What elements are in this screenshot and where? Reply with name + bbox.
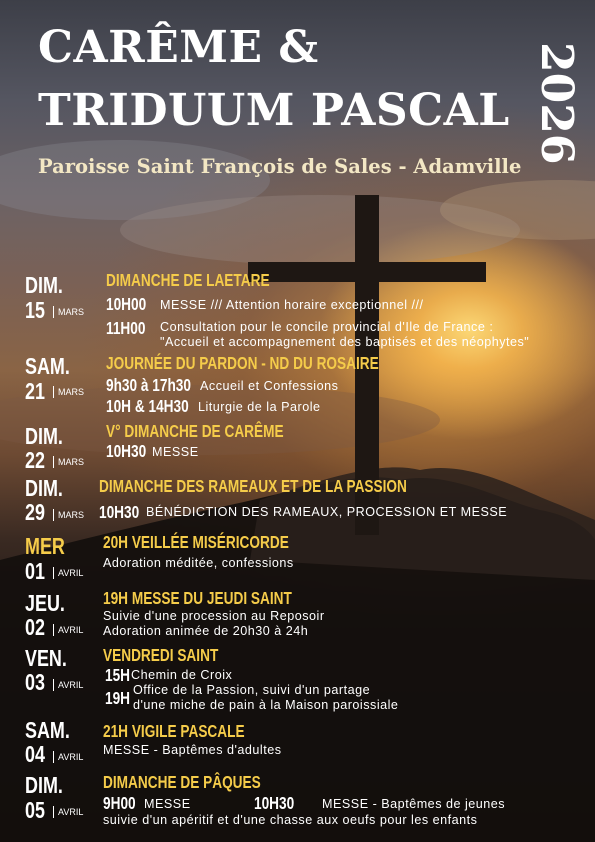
date-month: MARS (53, 509, 84, 521)
event-text: Consultation pour le concile provincial d'Ile de France : (160, 320, 494, 334)
event-time: 10H00 (106, 294, 147, 314)
event-time: 11H00 (106, 318, 146, 338)
event-text: suivie d'un apéritif et d'une chasse aux oeufs pour les enfants (103, 813, 478, 827)
year: 2026 (531, 42, 582, 165)
subtitle: Paroisse Saint François de Sales - Adamville (38, 155, 522, 178)
event-text: Liturgie de la Parole (198, 400, 321, 414)
event-text: BÉNÉDICTION DES RAMEAUX, PROCESSION ET MESSE (146, 505, 508, 519)
event-text: Accueil et Confessions (200, 379, 339, 393)
event-time: 9H00 (103, 793, 136, 813)
event-title: V° DIMANCHE DE CARÊME (106, 421, 284, 441)
event-time: 10H & 14H30 (106, 396, 189, 416)
date-month: AVRIL (53, 624, 83, 636)
event-time: 10H30 (106, 441, 147, 461)
event-text: d'une miche de pain à la Maison paroissiale (133, 698, 399, 712)
event-title: 20H VEILLÉE MISÉRICORDE (103, 532, 289, 552)
event-time: 9h30 à 17h30 (106, 375, 191, 395)
title-line-2: TRIDUUM PASCAL (38, 85, 510, 136)
date-month: MARS (53, 386, 84, 398)
event-title: DIMANCHE DE PÂQUES (103, 772, 261, 792)
date-month: AVRIL (53, 751, 83, 763)
date-dayname: DIM. (25, 475, 63, 501)
date-dayname: SAM. (25, 353, 70, 379)
event-title: VENDREDI SAINT (103, 645, 219, 665)
event-text: Office de la Passion, suivi d'un partage (133, 683, 371, 697)
date-number: 04 (25, 741, 45, 767)
event-text: MESSE - Baptêmes de jeunes (322, 797, 506, 811)
event-text: "Accueil et accompagnement des baptisés et des néophytes" (160, 335, 530, 349)
event-time: 10H30 (254, 793, 295, 813)
event-text: MESSE - Baptêmes d'adultes (103, 743, 282, 757)
date-number: 21 (25, 378, 45, 404)
event-text: MESSE (152, 445, 199, 459)
date-number: 02 (25, 614, 45, 640)
date-number: 01 (25, 558, 45, 584)
event-title: 21H VIGILE PASCALE (103, 721, 245, 741)
date-dayname: SAM. (25, 717, 70, 743)
event-time: 10H30 (99, 502, 140, 522)
date-number: 03 (25, 669, 45, 695)
event-text: Chemin de Croix (131, 668, 233, 682)
event-text: MESSE (144, 797, 191, 811)
event-time: 15H (105, 665, 131, 685)
date-dayname: MER (25, 533, 65, 559)
date-dayname: VEN. (25, 645, 67, 671)
event-text: Adoration méditée, confessions (103, 556, 294, 570)
date-month: AVRIL (53, 679, 83, 691)
date-month: MARS (53, 456, 84, 468)
event-title: JOURNÉE DU PARDON - ND DU ROSAIRE (106, 353, 379, 373)
event-time: 19H (105, 688, 131, 708)
date-number: 15 (25, 297, 45, 323)
date-number: 05 (25, 797, 45, 823)
event-text: MESSE /// Attention horaire exceptionnel /// (160, 298, 424, 312)
date-dayname: JEU. (25, 590, 65, 616)
event-title: 19H MESSE DU JEUDI SAINT (103, 588, 292, 608)
date-month: MARS (53, 306, 84, 318)
date-month: AVRIL (53, 806, 83, 818)
date-month: AVRIL (53, 567, 83, 579)
date-dayname: DIM. (25, 272, 63, 298)
event-title: DIMANCHE DES RAMEAUX ET DE LA PASSION (99, 476, 407, 496)
event-title: DIMANCHE DE LAETARE (106, 270, 270, 290)
date-number: 29 (25, 499, 45, 525)
title-line-1: CARÊME & (38, 22, 319, 73)
event-text: Adoration animée de 20h30 à 24h (103, 624, 309, 638)
date-number: 22 (25, 447, 45, 473)
date-dayname: DIM. (25, 772, 63, 798)
date-dayname: DIM. (25, 423, 63, 449)
event-text: Suivie d'une procession au Reposoir (103, 609, 325, 623)
